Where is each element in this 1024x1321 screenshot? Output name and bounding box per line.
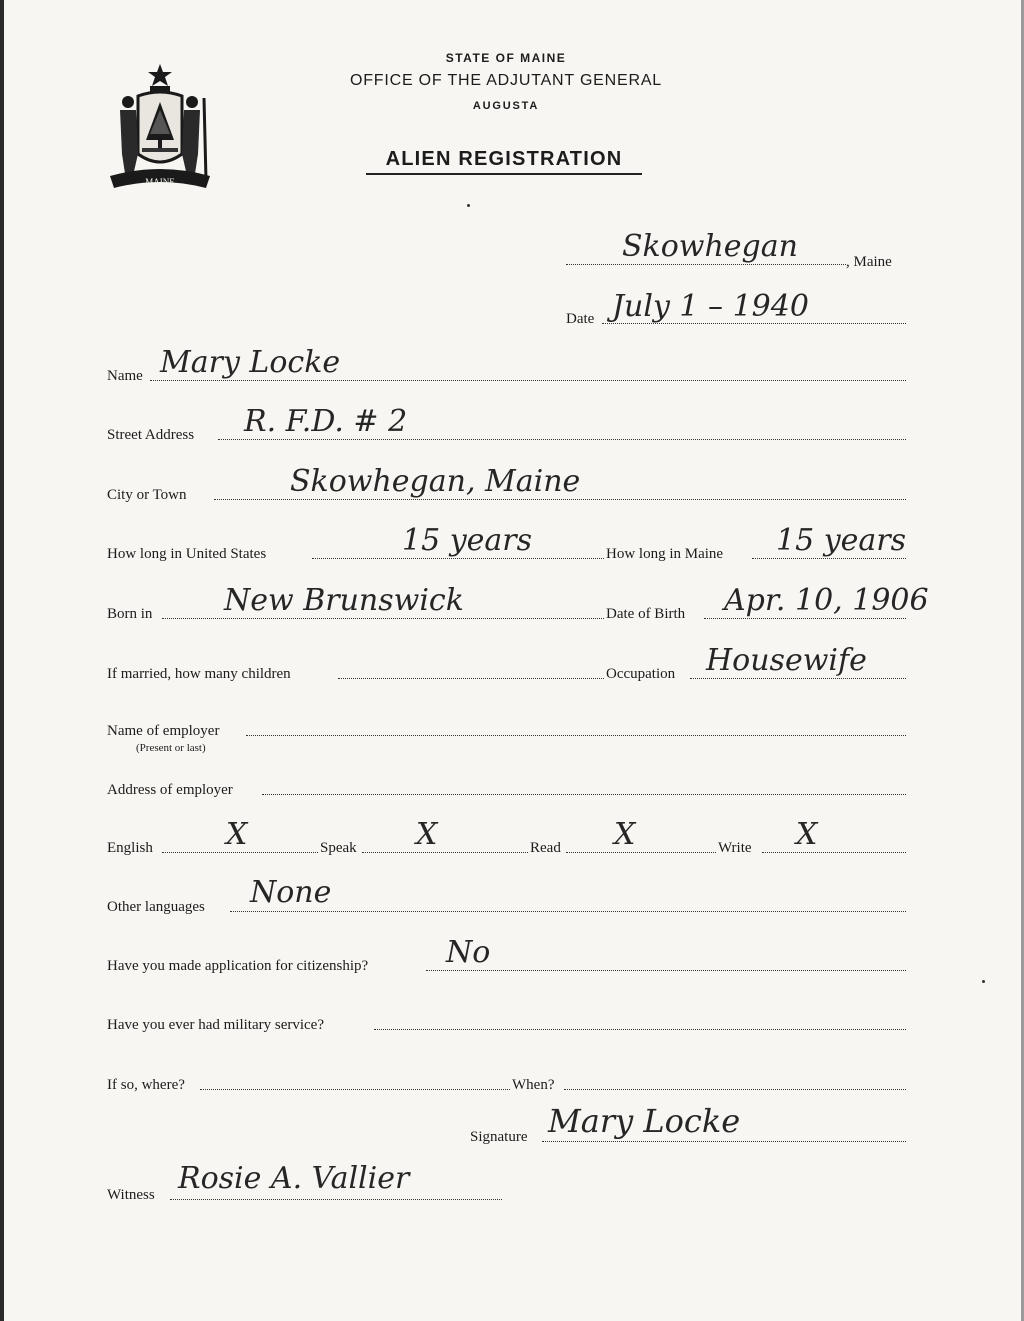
employer-address-label: Address of employer [107,782,233,798]
speck [467,204,470,207]
office-heading: OFFICE OF THE ADJUTANT GENERAL [349,72,663,89]
street-line [218,439,906,440]
where-label: If so, where? [107,1077,185,1093]
other-languages-label: Other languages [107,899,205,915]
years-us-line [312,558,604,559]
write-line [762,852,906,853]
children-line [338,678,604,679]
citizenship-value: No [446,935,491,970]
signature-line [542,1141,906,1142]
employer-address-line [262,794,906,795]
years-maine-label: How long in Maine [606,546,724,562]
speak-value: X [416,817,438,852]
employer-label: Name of employer [107,723,220,739]
scan-edge [0,0,4,1321]
read-line [566,852,716,853]
signature-value: Mary Locke [548,1102,741,1140]
speak-line [362,852,528,853]
street-label: Street Address [107,427,195,443]
read-value: X [614,817,636,852]
other-languages-value: None [250,875,332,910]
title-underline [366,173,642,175]
born-in-line [162,618,604,619]
name-label: Name [107,368,143,384]
place-line [566,264,846,265]
date-label: Date [566,311,595,327]
years-maine-value: 15 years [776,523,907,558]
years-maine-line [752,558,906,559]
birth-date-label: Date of Birth [606,606,686,622]
city-heading: AUGUSTA [472,100,540,112]
military-line [374,1029,906,1030]
name-line [150,380,906,381]
employer-line [246,735,906,736]
seal-motto: MAINE [145,177,175,187]
speck [982,980,985,983]
english-value: X [226,817,248,852]
birth-date-line [704,618,906,619]
name-value: Mary Locke [160,345,341,380]
city-value: Skowhegan, Maine [290,464,581,499]
date-value: July 1 – 1940 [612,289,809,324]
years-us-label: How long in United States [107,546,267,562]
signature-label: Signature [470,1129,528,1145]
occupation-line [690,678,906,679]
speak-label: Speak [320,840,357,856]
employer-sublabel: (Present or last) [136,742,206,754]
street-value: R. F.D. # 2 [244,404,408,439]
years-us-value: 15 years [402,523,533,558]
military-label: Have you ever had military service? [107,1017,324,1033]
citizenship-line [426,970,906,971]
birth-date-value: Apr. 10, 1906 [724,583,929,618]
when-label: When? [512,1077,555,1093]
when-line [564,1089,906,1090]
state-heading: STATE OF MAINE [445,51,567,65]
form-title: ALIEN REGISTRATION [385,148,623,170]
city-label: City or Town [107,487,187,503]
other-languages-line [230,911,906,912]
born-in-label: Born in [107,606,153,622]
citizenship-label: Have you made application for citizenship? [107,958,369,974]
city-line [214,499,906,500]
where-line [200,1089,510,1090]
occupation-label: Occupation [606,666,676,682]
children-label: If married, how many children [107,666,291,682]
write-value: X [796,817,818,852]
born-in-value: New Brunswick [224,583,464,618]
write-label: Write [718,840,752,856]
witness-label: Witness [107,1187,155,1203]
witness-value: Rosie A. Vallier [178,1161,410,1196]
place-label: , Maine [846,254,892,270]
state-seal-icon [106,62,214,192]
place-value: Skowhegan [622,229,798,264]
occupation-value: Housewife [706,643,867,678]
english-label: English [107,840,153,856]
english-line [162,852,318,853]
witness-line [170,1199,502,1200]
read-label: Read [530,840,561,856]
